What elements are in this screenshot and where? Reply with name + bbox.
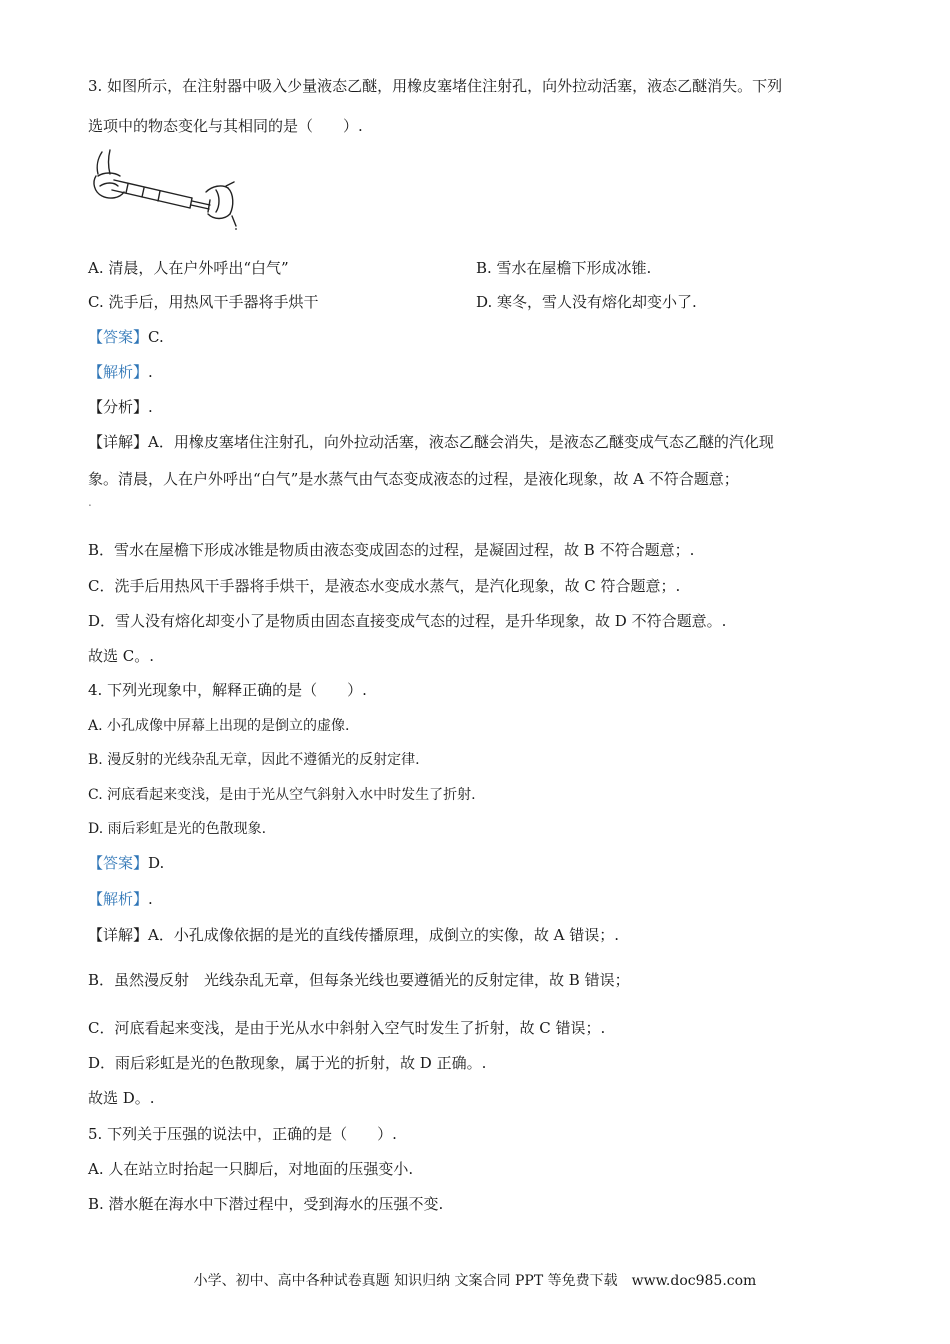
- q3-detail-d: D．雪人没有熔化却变小了是物质由固态直接变成气态的过程，是升华现象，故 D 不符合题意。.: [88, 612, 727, 630]
- q4-detail-a: A．小孔成像依据的是光的直线传播原理，成倒立的实像，故 A 错误；.: [148, 926, 619, 944]
- q3-option-b: B. 雪水在屋檐下形成冰锥.: [476, 259, 652, 277]
- page-footer: 小学、初中、高中各种试卷真题 知识归纳 文案合同 PPT 等免费下载 www.doc985.com: [193, 1273, 757, 1289]
- q4-option-d: D. 雨后彩虹是光的色散现象.: [88, 821, 267, 837]
- q4-stem: 4. 下列光现象中，解释正确的是（ ）.: [88, 681, 367, 699]
- q4-analysis: [88, 889, 153, 909]
- q4-answer: [88, 853, 164, 873]
- q3-detail-b: B．雪水在屋檐下形成冰锥是物质由液态变成固态的过程，是凝固过程，故 B 不符合题意；.: [88, 541, 695, 559]
- q4-detail-c: C．河底看起来变浅，是由于光从水中斜射入空气时发生了折射，故 C 错误；.: [88, 1019, 606, 1037]
- q4-option-c: C. 河底看起来变浅，是由于光从空气斜射入水中时发生了折射.: [88, 787, 476, 803]
- q3-detail-c: C．洗手后用热风干手器将手烘干，是液态水变成水蒸气，是汽化现象，故 C 符合题意；.: [88, 577, 681, 595]
- q4-option-b: B. 漫反射的光线杂乱无章，因此不遵循光的反射定律.: [88, 752, 420, 768]
- q5-stem: 5. 下列关于压强的说法中，正确的是（ ）.: [88, 1125, 397, 1143]
- q5-option-b: B. 潜水艇在海水中下潜过程中，受到海水的压强不变.: [88, 1195, 444, 1213]
- q3-answer-tag: 【答案】: [88, 328, 149, 346]
- q4-detail-a-line: [88, 925, 619, 945]
- q4-answer-value: D.: [148, 854, 165, 872]
- q3-conclusion: 故选 C。.: [88, 647, 155, 665]
- q4-detail-d: D．雨后彩虹是光的色散现象，属于光的折射，故 D 正确。.: [88, 1054, 487, 1072]
- q3-answer: [88, 327, 164, 347]
- q3-answer-value: C.: [148, 328, 164, 346]
- q4-analysis-tag: 【解析】: [88, 890, 149, 908]
- q5-option-a: A. 人在站立时抬起一只脚后，对地面的压强变小.: [88, 1160, 414, 1178]
- q3-detail-a-line1: [88, 432, 774, 452]
- q4-analysis-value: .: [148, 890, 153, 908]
- q3-analysis-tag: 【解析】: [88, 363, 149, 381]
- q3-detail-tag: 【详解】: [88, 433, 149, 451]
- q3-stem-line1: 3. 如图所示，在注射器中吸入少量液态乙醚，用橡皮塞堵住注射孔，向外拉动活塞，液态乙醚消失。下列: [88, 77, 783, 95]
- q3-fenxi: 【分析】.: [88, 398, 153, 416]
- q3-analysis-value: .: [148, 363, 153, 381]
- q3-option-a: A. 清晨，人在户外呼出“白气”: [88, 259, 289, 277]
- q4-answer-tag: 【答案】: [88, 854, 149, 872]
- q4-option-a: A. 小孔成像中屏幕上出现的是倒立的虚像.: [88, 718, 350, 734]
- q3-stem-line2: 选项中的物态变化与其相同的是（ ）.: [88, 117, 363, 135]
- q3-detail-a1: A．用橡皮塞堵住注射孔，向外拉动活塞，液态乙醚会消失，是液态乙醚变成气态乙醚的汽化现: [148, 433, 774, 451]
- q4-detail-tag: 【详解】: [88, 926, 149, 944]
- syringe-illustration-icon: [88, 146, 238, 232]
- q3-option-d: D. 寒冬，雪人没有熔化却变小了.: [476, 293, 697, 311]
- q3-detail-a-line2: 象。清晨，人在户外呼出“白气”是水蒸气由气态变成液态的过程，是液化现象，故 A 不符合题意；: [88, 470, 739, 488]
- q3-analysis: [88, 362, 153, 382]
- q3-option-c: C. 洗手后，用热风干手器将手烘干: [88, 293, 319, 311]
- q4-conclusion: 故选 D。.: [88, 1089, 155, 1107]
- q4-detail-b: B．虽然漫反射 光线杂乱无章，但每条光线也要遵循光的反射定律，故 B 错误；: [88, 971, 630, 989]
